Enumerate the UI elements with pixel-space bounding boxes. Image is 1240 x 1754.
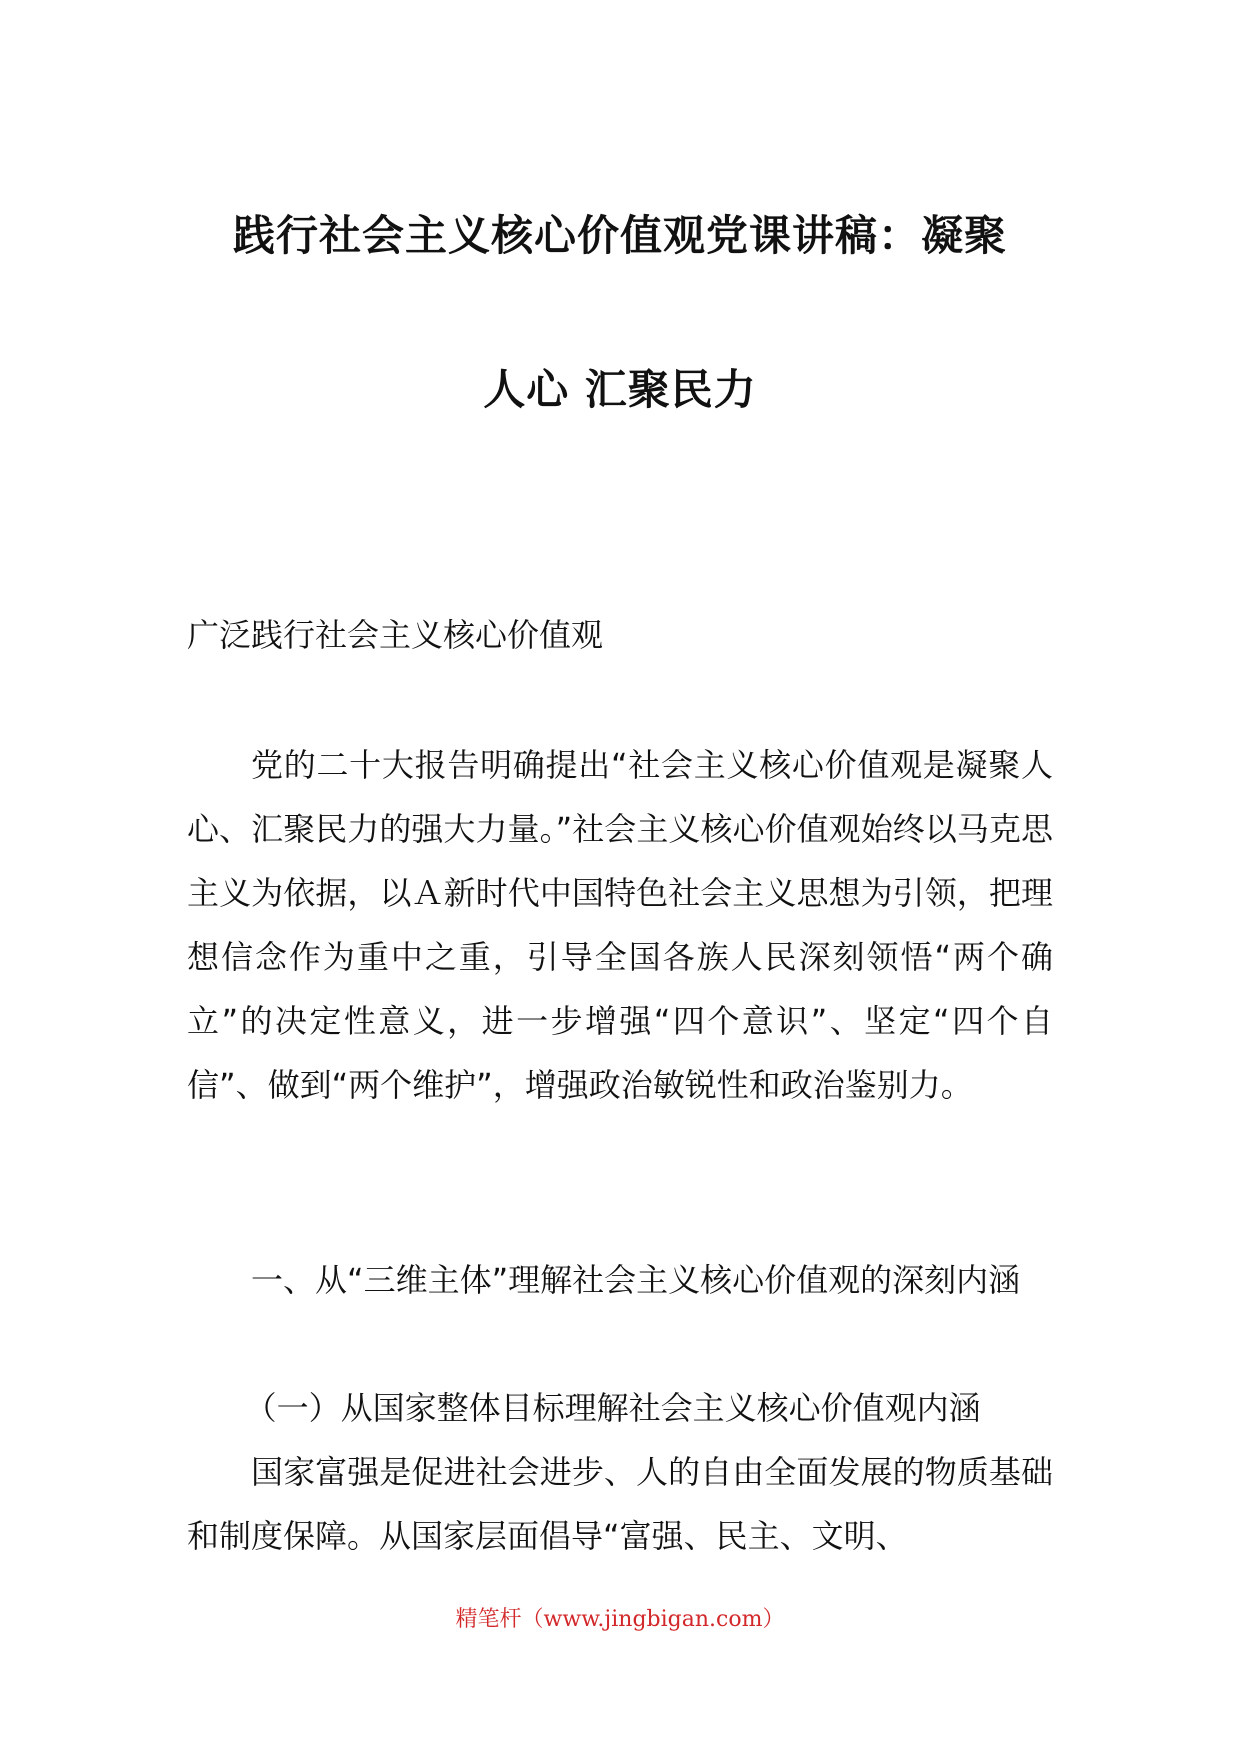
paragraph-national-goal: 国家富强是促进社会进步、人的自由全面发展的物质基础和制度保障。从国家层面倡导“富强、民主、文明、 [187, 1453, 1053, 1555]
heading-section-one: 一、从“三维主体”理解社会主义核心价值观的深刻内涵 [251, 1261, 1021, 1299]
footer-watermark: 精笔杆（www.jingbigan.com） [455, 1607, 785, 1632]
paragraph-intro: 党的二十大报告明确提出“社会主义核心价值观是凝聚人心、汇聚民力的强大力量。”社会主义核心价值观始终以马克思主义为依据，以Ａ新时代中国特色社会主义思想为引领，把理想信念作为重中之重，引导全国各族人民深刻领悟“两个确立”的决定性意义，进一步增强“四个意识”、坚定“四个自信”、做到“两个维护”，增强政治敏锐性和政治鉴别力。 [187, 746, 1053, 1104]
heading-subsection-one: （一）从国家整体目标理解社会主义核心价值观内涵 [244, 1389, 981, 1427]
document-title-line-2: 人心 汇聚民力 [483, 365, 757, 414]
document-title-line-1: 践行社会主义核心价值观党课讲稿：凝聚 [232, 211, 1007, 260]
section-subtitle: 广泛践行社会主义核心价值观 [187, 616, 604, 654]
